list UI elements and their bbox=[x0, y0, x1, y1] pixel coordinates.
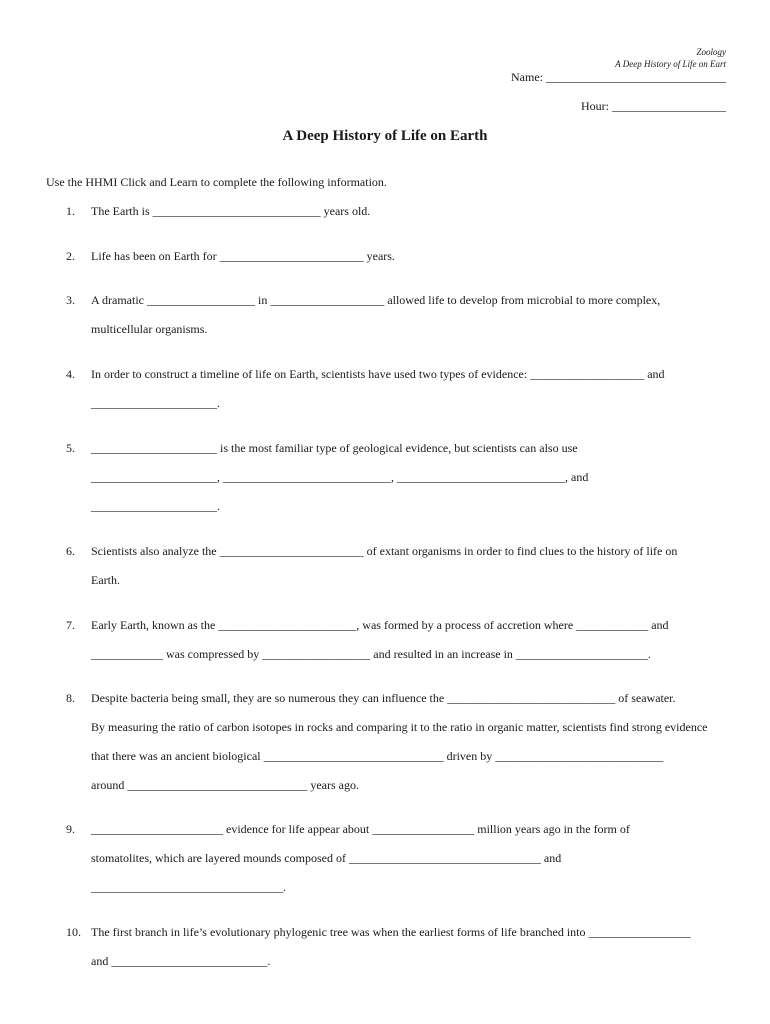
question-number: 8. bbox=[66, 691, 75, 705]
question-number: 1. bbox=[66, 204, 75, 218]
question-text[interactable]: _____________________. bbox=[91, 396, 220, 410]
question-text[interactable]: ________________________________. bbox=[91, 880, 286, 894]
course-name: Zoology bbox=[696, 47, 726, 57]
question-text[interactable]: that there was an ancient biological ______________________________ driven by ____________________________ bbox=[91, 749, 664, 763]
question-text[interactable]: ____________ was compressed by __________________ and resulted in an increase in ______________________. bbox=[91, 647, 651, 661]
question-number: 6. bbox=[66, 544, 75, 558]
question-text[interactable]: _____________________, ____________________________, ____________________________, and bbox=[91, 470, 589, 484]
question-text[interactable]: stomatolites, which are layered mounds composed of ________________________________ and bbox=[91, 851, 562, 865]
question-text[interactable]: The Earth is ____________________________ years old. bbox=[91, 204, 371, 218]
question-text[interactable]: ______________________ evidence for life appear about _________________ million years ago in the form of bbox=[91, 822, 630, 836]
question-text: multicellular organisms. bbox=[91, 322, 208, 336]
question-text[interactable]: Despite bacteria being small, they are so numerous they can influence the ____________________________ of seawater. bbox=[91, 691, 676, 705]
question-text[interactable]: _____________________ is the most familiar type of geological evidence, but scientists can also use bbox=[91, 441, 578, 455]
question-text[interactable]: around ______________________________ years ago. bbox=[91, 778, 359, 792]
question-text: Earth. bbox=[91, 573, 120, 587]
question-text[interactable]: A dramatic __________________ in ___________________ allowed life to develop from microbial to more complex, bbox=[91, 293, 661, 307]
question-text[interactable]: In order to construct a timeline of life on Earth, scientists have used two types of evidence: ___________________ and bbox=[91, 367, 665, 381]
page-title: A Deep History of Life on Earth bbox=[282, 128, 488, 144]
question-number: 3. bbox=[66, 293, 75, 307]
question-text[interactable]: Scientists also analyze the ________________________ of extant organisms in order to find clues to the history of life on bbox=[91, 544, 678, 558]
question-number: 10. bbox=[66, 925, 81, 939]
question-text: By measuring the ratio of carbon isotopes in rocks and comparing it to the ratio in organic matter, scientists find strong evidence bbox=[91, 720, 708, 734]
question-text[interactable]: Early Earth, known as the _______________________, was formed by a process of accretion where ____________ and bbox=[91, 618, 669, 632]
question-text[interactable]: Life has been on Earth for ________________________ years. bbox=[91, 249, 395, 263]
question-number: 5. bbox=[66, 441, 75, 455]
course-header bbox=[615, 46, 726, 70]
question-text[interactable]: _____________________. bbox=[91, 499, 220, 513]
hour-field[interactable]: Hour: ___________________ bbox=[581, 99, 726, 113]
question-text[interactable]: and __________________________. bbox=[91, 954, 271, 968]
question-number: 4. bbox=[66, 367, 75, 381]
name-field[interactable]: Name: ______________________________ bbox=[511, 70, 726, 84]
question-number: 7. bbox=[66, 618, 75, 632]
course-subtitle: A Deep History of Life on Eart bbox=[615, 59, 726, 69]
question-number: 2. bbox=[66, 249, 75, 263]
instructions: Use the HHMI Click and Learn to complete the following information. bbox=[46, 175, 387, 189]
question-text[interactable]: The first branch in life’s evolutionary phylogenic tree was when the earliest forms of life branched into _________________ bbox=[91, 925, 691, 939]
question-number: 9. bbox=[66, 822, 75, 836]
